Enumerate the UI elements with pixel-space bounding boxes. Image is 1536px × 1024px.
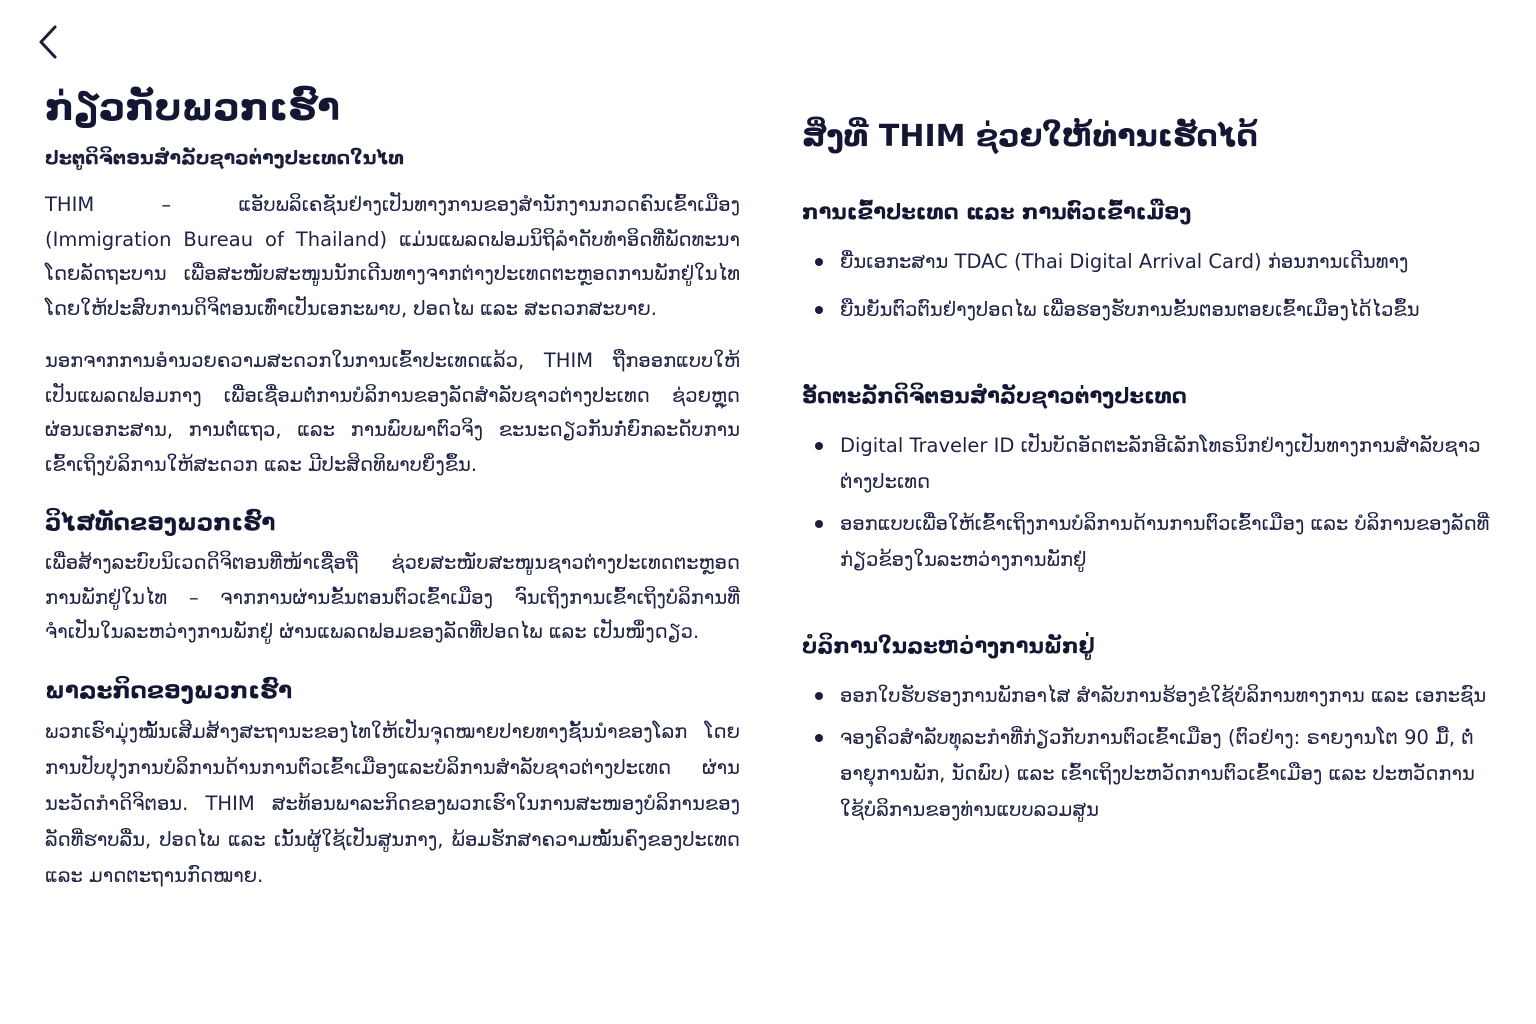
mission-heading: ພາລະກິດຂອງພວກເຮົາ [45, 677, 293, 704]
feature-list-digital-id [802, 428, 1496, 578]
back-button[interactable] [30, 22, 66, 62]
intro-paragraph-2: ນອກຈາກການອຳນວຍຄວາມສະດວກໃນການເຂົ້າປະເທດແລ້ວ, THIM ຖືກອອກແບບໃຫ້ເປັນແພລດຟອມກາງ ເພື່ອເຊື່ອມຕໍ່ການບໍລິການຂອງລັດສຳລັບຊາວຕ່າງປະເທດ ຊ່ວຍຫຼຸດຜ່ອນເອກະສານ, ການຕໍ່ແຖວ, ແລະ ການພົບພາຕົວຈິງ ຂະນະດຽວກັນກໍ່ຍົກລະດັບການເຂົ້າເຖິງບໍລິການໃຫ້ສະດວກ ແລະ ມີປະສິດທິພາບຍິ່ງຂຶ້ນ. [45, 349, 740, 476]
list-item: ອອກແບບເພື່ອໃຫ້ເຂົ້າເຖິງການບໍລິການດ້ານການຕົວເຂົ້າເມືອງ ແລະ ບໍລິການຂອງລັດທີ່ກ່ຽວຂ້ອງໃນລະຫວ່າງການພັກຢູ່ [802, 506, 1496, 578]
feature-section-heading-digital-id: ອັດຕະລັກດິຈິຕອນສຳລັບຊາວຕ່າງປະເທດ [802, 384, 1187, 408]
features-column [802, 114, 1496, 834]
intro-paragraph-1: THIM – ແອັບພລິເຄຊັນຢ່າງເປັນທາງການຂອງສຳນັກງານກວດຄົນເຂົ້າເມືອງ (Immigration Bureau of Thailand) ແມ່ນແພລດຟອມນິຖິລຳດັບທຳອິດທີ່ພັດທະນາໂດຍລັດຖະບານ ເພື່ອສະໜັບສະໜູນນັກເດີນທາງຈາກຕ່າງປະເທດຕະຫຼອດການພັກຢູ່ໃນໄທ ໂດຍໃຫ້ປະສົບການດິຈິຕອນເທົ່າເປັນເອກະພາບ, ປອດໄພ ແລະ ສະດວກສະບາຍ. [45, 193, 740, 320]
features-title: ສິ່ງທີ່ THIM ຊ່ວຍໃຫ້ທ່ານເຮັດໄດ້ [802, 119, 1258, 154]
vision-text: ເພື່ອສ້າງລະບົບນິເວດດິຈິຕອນທີ່ໜ້າເຊື່ອຖື ຊ່ວຍສະໜັບສະໜູນຊາວຕ່າງປະເທດຕະຫຼອດການພັກຢູ່ໃນໄທ – ຈາກການຜ່ານຂັ້ນຕອນຕົວເຂົ້າເມືອງ ຈົນເຖິງການເຂົ້າເຖິງບໍລິການທີ່ຈຳເປັນໃນລະຫວ່າງການພັກຢູ່ ຜ່ານແພລດຟອມຂອງລັດທີ່ປອດໄພ ແລະ ເປັນໜຶ່ງດຽວ. [45, 551, 740, 643]
about-column [45, 84, 740, 894]
feature-list-stay-services [802, 678, 1496, 828]
vision-heading: ວິໄສທັດຂອງພວກເຮົາ [45, 510, 276, 536]
list-item: ຍືນຍັນຕົວຕົນຢ່າງປອດໄພ ເພື່ອຮອງຮັບການຂັ້ນຕອນຕອຍເຂົ້າເມືອງໄດ້ໄວຂຶ້ນ [802, 292, 1496, 328]
chevron-left-icon [37, 24, 59, 60]
list-item: ຈອງຄິວສຳລັບທຸລະກຳທີ່ກ່ຽວກັບການຕົວເຂົ້າເມືອງ (ຕົວຢ່າງ: ຣາຍງານໂຕ 90 ມື້, ຕໍ່ອາຍຸການພັກ, ນັດພົບ) ແລະ ເຂົ້າເຖິງປະຫວັດການຕົວເຂົ້າເມືອງ ແລະ ປະຫວັດການໃຊ້ບໍລິການຂອງທ່ານແບບລວມສູນ [802, 720, 1496, 828]
page-title: ກ່ຽວກັບພວກເຮົາ [45, 86, 340, 129]
feature-section-heading-entry: ການເຂົ້າປະເທດ ແລະ ການຕົວເຂົ້າເມືອງ [802, 200, 1192, 224]
list-item: ອອກໃບຮັບຮອງການພັກອາໄສ ສຳລັບການຮ້ອງຂໍໃຊ້ບໍລິການທາງການ ແລະ ເອກະຊົນ [802, 678, 1496, 714]
mission-text: ພວກເຮົາມຸ່ງໝັ້ນເສີມສ້າງສະຖານະຂອງໄທໃຫ້ເປັນຈຸດໝາຍປາຍທາງຊັ້ນນຳຂອງໂລກ ໂດຍການປັບປຸງການບໍລິການດ້ານການຕົວເຂົ້າເມືອງແລະບໍລິການສຳລັບຊາວຕ່າງປະເທດ ຜ່ານນະວັດກຳດິຈິຕອນ. THIM ສະທ້ອນພາລະກິດຂອງພວກເຮົາໃນການສະໜອງບໍລິການຂອງລັດທີ່ຮາບລື່ນ, ປອດໄພ ແລະ ເນັ້ນຜູ້ໃຊ້ເປັນສູນກາງ, ພ້ອມຮັກສາຄວາມໝັ້ນຄົງຂອງປະເທດ ແລະ ມາດຕະຖານກົດໝາຍ. [45, 719, 740, 887]
list-item: Digital Traveler ID ເປັນບັດອັດຕະລັກອີເລັກໂທຣນິກຢ່າງເປັນທາງການສຳລັບຊາວຕ່າງປະເທດ [802, 428, 1496, 500]
page-subtitle: ປະຕູດິຈິຕອນສຳລັບຊາວຕ່າງປະເທດໃນໄທ [45, 147, 405, 169]
feature-section-heading-stay-services: ບໍລິການໃນລະຫວ່າງການພັກຢູ່ [802, 634, 1095, 658]
list-item: ຍື່ນເອກະສານ TDAC (Thai Digital Arrival Card) ກ່ອນການເດີນທາງ [802, 244, 1496, 280]
feature-list-entry [802, 244, 1496, 328]
